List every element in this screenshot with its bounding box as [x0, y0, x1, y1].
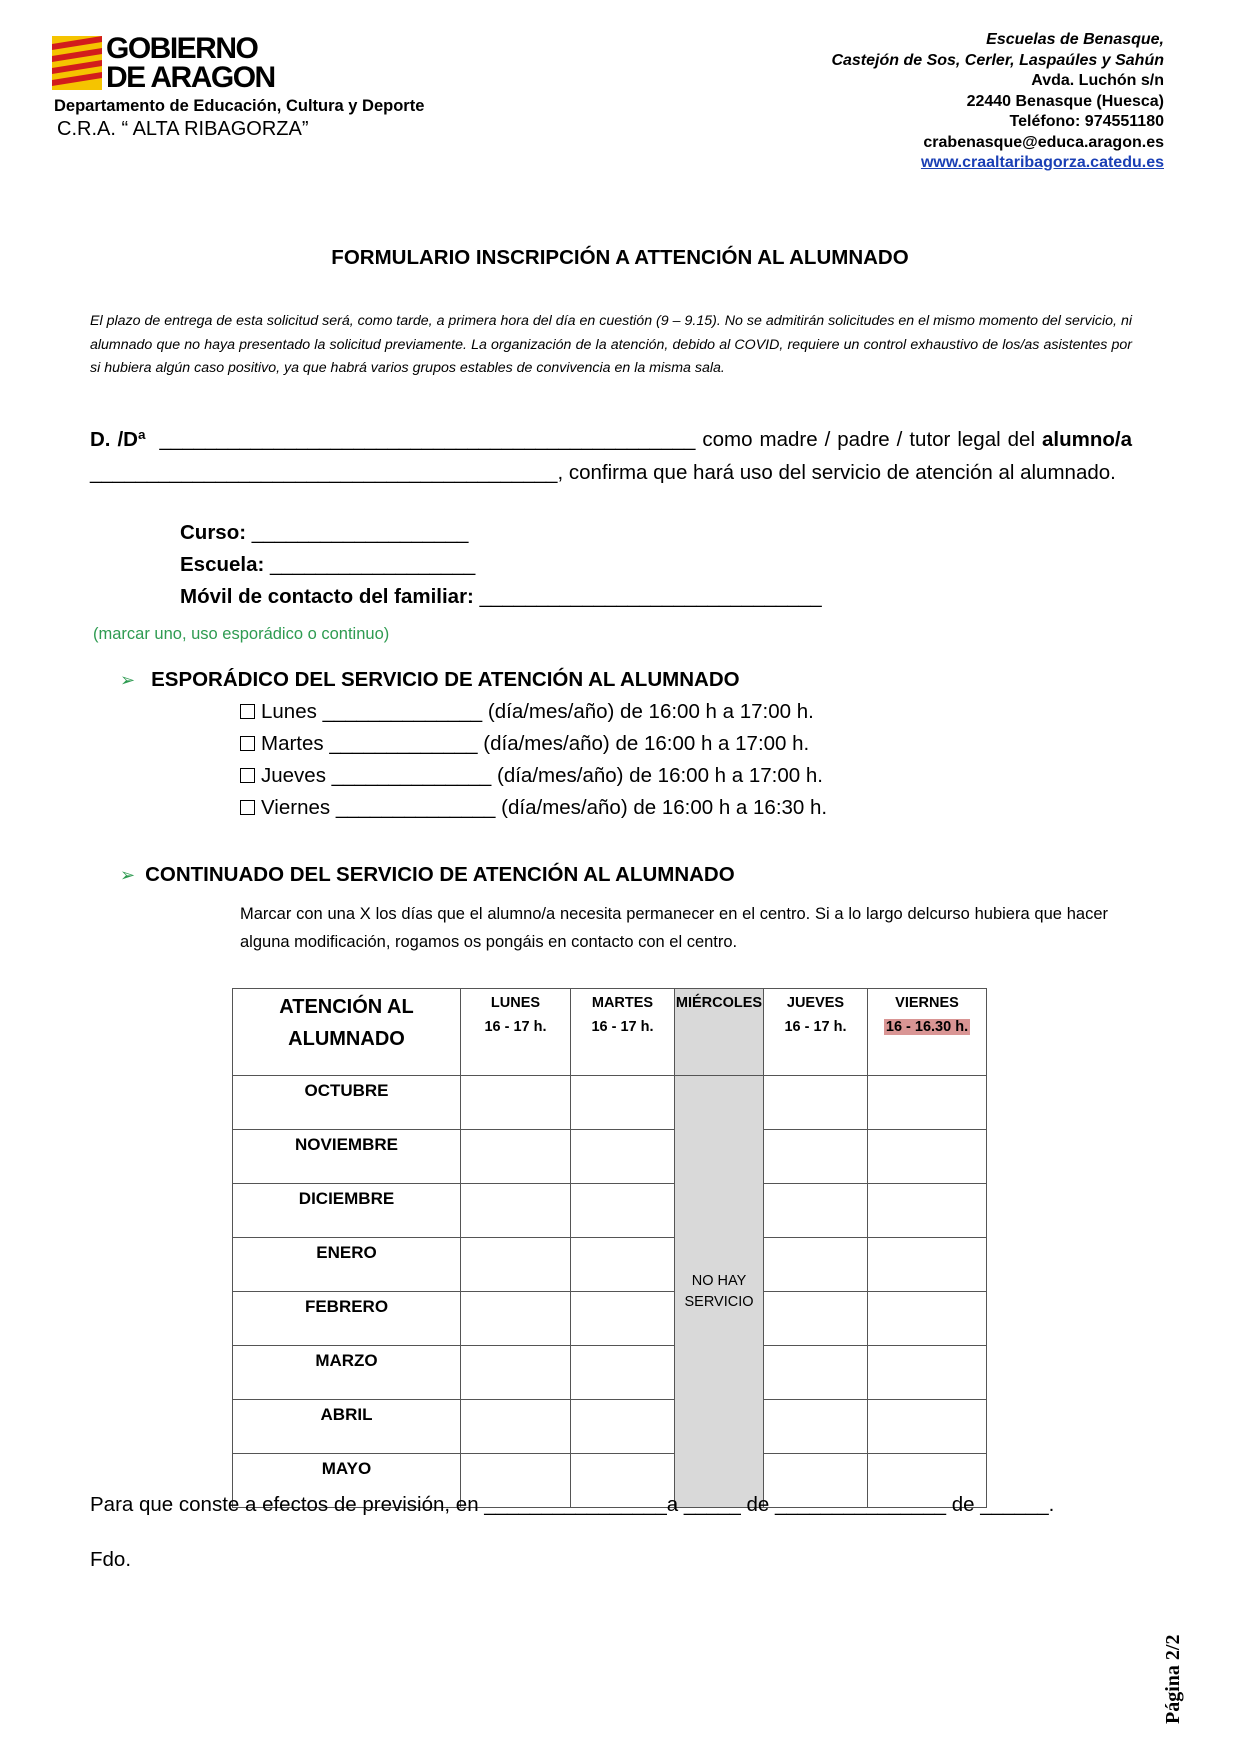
logo-text: GOBIERNO DE ARAGON [106, 32, 275, 94]
escuela-row: Escuela: __________________ [180, 553, 476, 576]
col-header-jueves: JUEVES 16 - 17 h. [764, 989, 868, 1076]
student-name-field[interactable]: _________________________________________ [90, 460, 558, 484]
forecast-statement[interactable]: Para que conste a efectos de previsión, en ________________a _____ de _______________ de ______. [90, 1493, 1055, 1516]
guardian-name-field[interactable]: _______________________________________________ [159, 428, 696, 451]
table-cell[interactable] [571, 1400, 675, 1454]
checkbox-jueves[interactable] [240, 768, 255, 783]
no-service-cell: NO HAY SERVICIO [675, 1076, 764, 1508]
table-cell[interactable] [461, 1400, 571, 1454]
month-label: FEBRERO [233, 1292, 461, 1346]
table-cell[interactable] [461, 1292, 571, 1346]
street: Avda. Luchón s/n [1031, 72, 1164, 89]
table-cell[interactable] [764, 1292, 868, 1346]
month-label: ENERO [233, 1238, 461, 1292]
month-label: MARZO [233, 1346, 461, 1400]
date-field-viernes[interactable]: ______________ [335, 796, 496, 819]
table-cell[interactable] [571, 1184, 675, 1238]
form-title: FORMULARIO INSCRIPCIÓN A ATTENCIÓN AL ALUMNADO [331, 246, 909, 269]
month-label: DICIEMBRE [233, 1184, 461, 1238]
table-cell[interactable] [461, 1238, 571, 1292]
table-cell[interactable] [571, 1076, 675, 1130]
sporadic-day-row: Jueves ______________ (día/mes/año) de 16:00 h a 17:00 h. [240, 764, 823, 788]
sporadic-heading: ➢ ESPORÁDICO DEL SERVICIO DE ATENCIÓN AL ALUMNADO [120, 668, 740, 691]
table-cell[interactable] [571, 1292, 675, 1346]
table-cell[interactable] [764, 1130, 868, 1184]
table-cell[interactable] [868, 1184, 987, 1238]
arrow-bullet-icon: ➢ [120, 670, 136, 690]
table-cell[interactable] [868, 1238, 987, 1292]
continuous-note: Marcar con una X los días que el alumno/a necesita permanecer en el centro. Si a lo largo delcurso hubiera que hacer alguna modificación, rogamos os pongáis en contacto con el centro. [240, 905, 1108, 951]
escuela-field[interactable]: __________________ [270, 553, 476, 576]
table-cell[interactable] [461, 1184, 571, 1238]
table-row [233, 1238, 987, 1292]
table-cell[interactable] [868, 1076, 987, 1130]
phone: Teléfono: 974551180 [1009, 113, 1164, 130]
table-cell[interactable] [764, 1400, 868, 1454]
table-row [233, 1292, 987, 1346]
table-cell[interactable] [868, 1292, 987, 1346]
date-field-jueves[interactable]: ______________ [331, 764, 492, 787]
guardian-declaration: D. /Dª _______________________________________________ como madre / padre / tutor legal del alumno/a _________________________________________, confirma que hará uso del servicio de atención al alumnado. [90, 428, 1132, 484]
aragon-flag-icon [52, 36, 102, 90]
table-cell[interactable] [571, 1238, 675, 1292]
table-row [233, 1346, 987, 1400]
table-cell[interactable] [461, 1130, 571, 1184]
table-cell[interactable] [764, 1346, 868, 1400]
schools-line-2: Castejón de Sos, Cerler, Laspaúles y Sahún [831, 51, 1164, 69]
table-row [233, 1184, 987, 1238]
page-number: Página 2/2 [1162, 1634, 1184, 1724]
cra-name: C.R.A. “ ALTA RIBAGORZA” [57, 118, 309, 140]
gobierno-aragon-logo [52, 32, 282, 94]
table-cell[interactable] [764, 1184, 868, 1238]
table-cell[interactable] [764, 1238, 868, 1292]
month-label: ABRIL [233, 1400, 461, 1454]
table-title-cell: ATENCIÓN AL ALUMNADO [233, 989, 461, 1076]
sporadic-day-row: Viernes ______________ (día/mes/año) de 16:00 h a 16:30 h. [240, 796, 827, 820]
table-cell[interactable] [764, 1076, 868, 1130]
website-link[interactable]: www.craaltaribagorza.catedu.es [920, 154, 1164, 171]
table-row [233, 1400, 987, 1454]
d-label: D. /Dª [90, 428, 146, 451]
col-header-miercoles: MIÉRCOLES [675, 989, 764, 1076]
col-header-lunes: LUNES 16 - 17 h. [461, 989, 571, 1076]
alumno-label: alumno/a [1041, 428, 1132, 451]
attendance-table [232, 988, 987, 1508]
email: crabenasque@educa.aragon.es [923, 133, 1164, 151]
movil-field[interactable]: ______________________________ [479, 585, 822, 608]
schools-line-1: Escuelas de Benasque, [986, 31, 1164, 48]
school-address-block [831, 30, 1164, 174]
col-header-viernes: VIERNES 16 - 16.30 h. [868, 989, 987, 1076]
checkbox-viernes[interactable] [240, 800, 255, 815]
intro-paragraph: El plazo de entrega de esta solicitud será, como tarde, a primera hora del día en cuestión (9 – 9.15). No se admitirán solicitudes en el mismo momento del servicio, ni alumnado que no haya presentado la solicitud previamente. La organización de la atención, debido al COVID, requiere un control exhaustivo de los/as asistentes por si hubiera algún caso positivo, ya que habrá varios grupos estables de convivencia en la misma sala. [90, 313, 1132, 376]
signature-label: Fdo. [90, 1548, 132, 1571]
sporadic-day-row: Martes _____________ (día/mes/año) de 16:00 h a 17:00 h. [240, 732, 809, 756]
selection-hint: (marcar uno, uso esporádico o continuo) [93, 625, 390, 643]
month-label: NOVIEMBRE [233, 1130, 461, 1184]
checkbox-lunes[interactable] [240, 704, 255, 719]
date-field-lunes[interactable]: ______________ [322, 700, 483, 723]
date-field-martes[interactable]: _____________ [329, 732, 478, 755]
movil-row: Móvil de contacto del familiar: ______________________________ [180, 585, 822, 608]
table-cell[interactable] [868, 1346, 987, 1400]
table-row [233, 1130, 987, 1184]
sporadic-day-row: Lunes ______________ (día/mes/año) de 16:00 h a 17:00 h. [240, 700, 814, 724]
arrow-bullet-icon: ➢ [120, 865, 136, 885]
col-header-martes: MARTES 16 - 17 h. [571, 989, 675, 1076]
city: 22440 Benasque (Huesca) [966, 92, 1164, 110]
continuous-heading: ➢ CONTINUADO DEL SERVICIO DE ATENCIÓN AL ALUMNADO [120, 863, 735, 886]
table-cell[interactable] [461, 1346, 571, 1400]
table-cell[interactable] [571, 1346, 675, 1400]
month-label: OCTUBRE [233, 1076, 461, 1130]
department-name: Departamento de Educación, Cultura y Deporte [54, 97, 425, 115]
checkbox-martes[interactable] [240, 736, 255, 751]
curso-row: Curso: ___________________ [180, 521, 469, 544]
table-cell[interactable] [868, 1400, 987, 1454]
table-row [233, 1076, 987, 1130]
table-cell[interactable] [868, 1130, 987, 1184]
month-label: MAYO [233, 1454, 461, 1508]
table-cell[interactable] [461, 1076, 571, 1130]
table-cell[interactable] [571, 1130, 675, 1184]
curso-field[interactable]: ___________________ [251, 521, 469, 544]
